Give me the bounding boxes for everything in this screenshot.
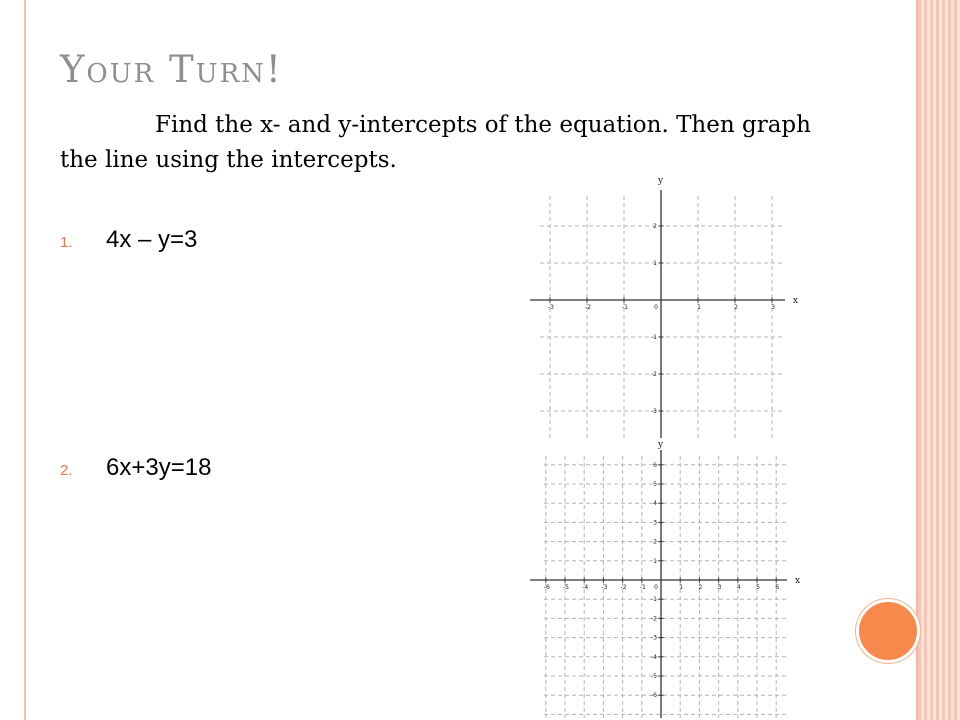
y-tick-label: 1 [653,260,657,267]
x-tick-label: -3 [548,304,554,311]
decorative-stripes [918,0,960,720]
x-tick-label: 2 [734,304,738,311]
problem-2 [60,454,211,482]
problem-number: 1. [60,234,73,251]
y-tick-label: 2 [653,538,657,546]
y-tick-label: -1 [651,596,657,604]
y-axis-label: y [658,440,664,450]
x-tick-label: 0 [654,304,658,311]
x-tick-label: 1 [679,584,684,591]
x-tick-label: 0 [654,584,658,591]
x-tick-label: -6 [543,584,550,591]
y-tick-label: -2 [651,615,657,623]
y-tick-label: 4 [653,500,657,508]
x-tick-label: 3 [771,304,775,311]
y-axis-label: y [658,176,664,186]
y-tick-label: -6 [651,692,657,700]
grid-svg [530,438,805,720]
decorative-orange-circle [856,599,920,663]
y-tick-label: 2 [653,223,657,230]
x-tick-label: 2 [698,584,703,591]
x-tick-label: 1 [697,304,701,311]
y-tick-label: 1 [653,557,657,565]
x-tick-label: -4 [582,584,589,591]
x-tick-label: -3 [601,584,608,591]
y-tick-label: -1 [651,334,657,341]
x-tick-label: 6 [775,584,780,591]
coordinate-grid-2 [530,438,805,720]
x-tick-label: 3 [717,584,722,591]
y-tick-label: -4 [651,653,657,661]
problem-equation: 6x+3y=18 [106,454,212,481]
x-tick-label: -1 [622,304,628,311]
x-tick-label: 4 [736,584,741,591]
x-axis-label: x [793,296,799,306]
y-tick-label: -2 [651,371,657,378]
y-tick-label: -3 [651,634,657,642]
x-tick-label: -5 [563,584,569,591]
y-tick-label: -5 [651,673,657,680]
x-tick-label: -2 [620,584,627,591]
instructions-text: Find the x- and y-intercepts of the equation. Then graph the line using the intercepts. [60,112,811,173]
problem-equation: 4x – y=3 [106,226,198,253]
y-tick-label: 6 [653,461,657,469]
grid-svg [530,174,805,442]
y-tick-label: 5 [653,481,657,488]
problem-1 [60,226,197,254]
slide-left-border [0,0,26,720]
y-tick-label: -3 [651,408,657,415]
coordinate-grid-1 [530,174,805,442]
slide-title: Your Turn! [60,48,283,91]
x-tick-label: -2 [585,304,591,311]
x-axis-label: x [795,576,801,586]
x-tick-label: -1 [639,584,646,591]
x-tick-label: 5 [756,584,760,591]
problem-number: 2. [60,462,73,479]
y-tick-label: 3 [653,519,657,527]
